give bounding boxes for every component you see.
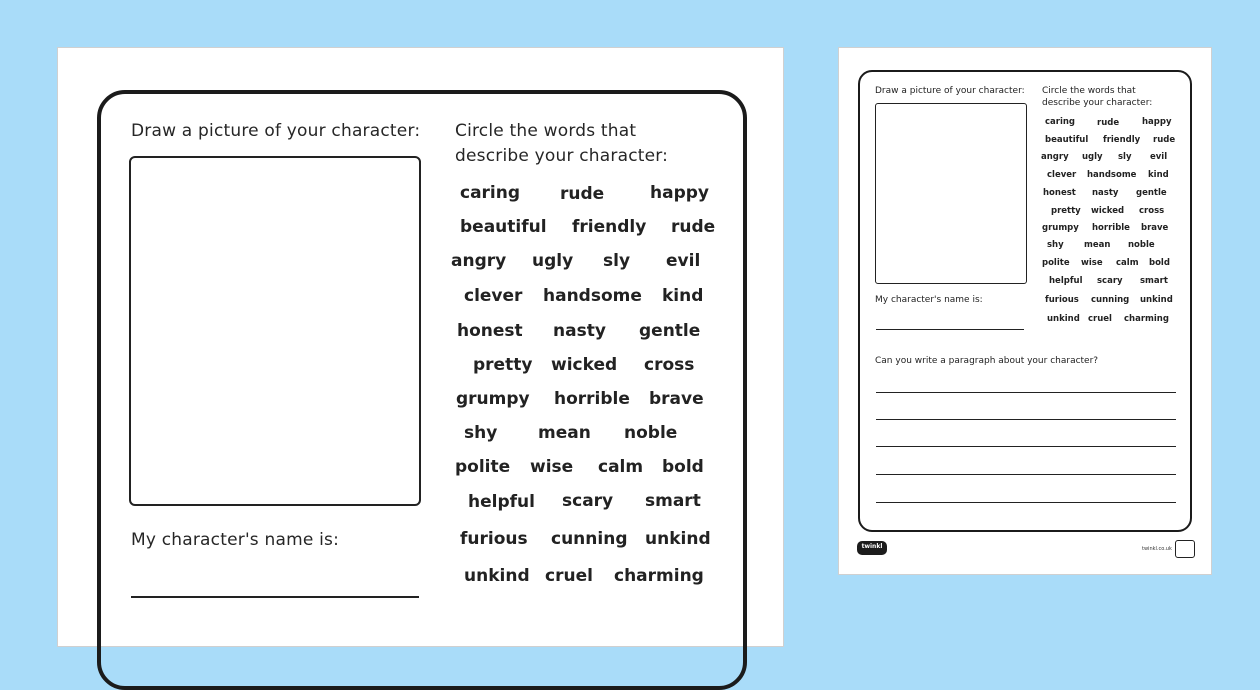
thumb-word-brave: brave <box>1141 223 1169 233</box>
word-cross[interactable]: cross <box>644 355 695 375</box>
word-unkind-2[interactable]: unkind <box>464 566 530 586</box>
thumb-writing-line <box>876 419 1176 420</box>
drawing-box[interactable] <box>129 156 421 506</box>
word-angry[interactable]: angry <box>451 251 507 271</box>
word-beautiful[interactable]: beautiful <box>460 217 547 237</box>
draw-picture-label: Draw a picture of your character: <box>131 121 421 141</box>
thumb-drawing-box <box>875 103 1027 284</box>
word-honest[interactable]: honest <box>457 321 523 341</box>
thumb-word-honest: honest <box>1043 188 1076 198</box>
thumb-word-pretty: pretty <box>1051 206 1081 216</box>
thumb-word-happy: happy <box>1142 117 1172 127</box>
word-cruel[interactable]: cruel <box>545 566 593 586</box>
thumb-word-rude-2: rude <box>1153 135 1176 145</box>
word-furious[interactable]: furious <box>460 529 528 549</box>
thumb-writing-line <box>876 446 1176 447</box>
word-polite[interactable]: polite <box>455 457 511 477</box>
thumb-word-caring: caring <box>1045 117 1076 127</box>
badge-icon <box>1175 540 1195 558</box>
thumb-word-grumpy: grumpy <box>1042 223 1079 233</box>
thumb-word-unkind: unkind <box>1140 295 1173 305</box>
thumb-word-angry: angry <box>1041 152 1069 162</box>
thumb-word-cross: cross <box>1139 206 1165 216</box>
character-name-line[interactable] <box>131 596 419 598</box>
thumb-draw-picture-label: Draw a picture of your character: <box>875 86 1025 96</box>
word-evil[interactable]: evil <box>666 251 701 271</box>
word-happy[interactable]: happy <box>650 183 709 203</box>
thumb-word-friendly: friendly <box>1103 135 1141 145</box>
thumb-word-scary: scary <box>1097 276 1123 286</box>
thumb-name-line <box>876 329 1024 330</box>
word-bold[interactable]: bold <box>662 457 704 477</box>
word-smart[interactable]: smart <box>645 491 701 511</box>
word-clever[interactable]: clever <box>464 286 523 306</box>
word-kind[interactable]: kind <box>662 286 704 306</box>
circle-words-label-line2: describe your character: <box>455 146 669 166</box>
thumb-word-helpful: helpful <box>1049 276 1083 286</box>
thumb-word-handsome: handsome <box>1087 170 1137 180</box>
character-name-label: My character's name is: <box>131 530 339 550</box>
word-scary[interactable]: scary <box>562 491 614 511</box>
circle-words-label-line1: Circle the words that <box>455 121 637 141</box>
word-charming[interactable]: charming <box>614 566 704 586</box>
thumb-word-cunning: cunning <box>1091 295 1130 305</box>
thumb-word-noble: noble <box>1128 240 1155 250</box>
word-wise[interactable]: wise <box>530 457 574 477</box>
thumb-word-horrible: horrible <box>1092 223 1130 233</box>
thumb-word-cruel: cruel <box>1088 314 1112 324</box>
thumb-word-wise: wise <box>1081 258 1103 268</box>
thumb-circle-label-line1: Circle the words that <box>1042 86 1136 96</box>
word-calm[interactable]: calm <box>598 457 644 477</box>
thumb-word-smart: smart <box>1140 276 1168 286</box>
thumb-writing-line <box>876 392 1176 393</box>
thumb-word-unkind-2: unkind <box>1047 314 1080 324</box>
twinkl-logo: twinkl <box>857 541 887 555</box>
thumb-word-furious: furious <box>1045 295 1079 305</box>
word-wicked[interactable]: wicked <box>551 355 618 375</box>
word-horrible[interactable]: horrible <box>554 389 630 409</box>
thumb-word-kind: kind <box>1148 170 1169 180</box>
thumb-word-evil: evil <box>1150 152 1168 162</box>
thumb-word-sly: sly <box>1118 152 1132 162</box>
thumb-writing-line <box>876 474 1176 475</box>
thumb-word-nasty: nasty <box>1092 188 1119 198</box>
word-rude-2[interactable]: rude <box>671 217 716 237</box>
footer-url: twinkl.co.uk <box>1142 546 1172 552</box>
word-handsome[interactable]: handsome <box>543 286 642 306</box>
word-sly[interactable]: sly <box>603 251 631 271</box>
word-pretty[interactable]: pretty <box>473 355 533 375</box>
thumb-word-polite: polite <box>1042 258 1070 268</box>
thumb-word-bold: bold <box>1149 258 1170 268</box>
word-grumpy[interactable]: grumpy <box>456 389 530 409</box>
word-nasty[interactable]: nasty <box>553 321 606 341</box>
thumb-word-charming: charming <box>1124 314 1169 324</box>
word-rude[interactable]: rude <box>560 184 605 204</box>
word-brave[interactable]: brave <box>649 389 704 409</box>
thumb-word-rude: rude <box>1097 118 1120 128</box>
word-cunning[interactable]: cunning <box>551 529 628 549</box>
word-unkind[interactable]: unkind <box>645 529 711 549</box>
thumb-writing-line <box>876 502 1176 503</box>
thumb-word-ugly: ugly <box>1082 152 1103 162</box>
thumb-word-clever: clever <box>1047 170 1077 180</box>
word-noble[interactable]: noble <box>624 423 678 443</box>
thumb-word-gentle: gentle <box>1136 188 1167 198</box>
thumb-circle-label-line2: describe your character: <box>1042 98 1153 108</box>
thumb-word-calm: calm <box>1116 258 1139 268</box>
word-shy[interactable]: shy <box>464 423 498 443</box>
word-helpful[interactable]: helpful <box>468 492 535 512</box>
thumb-character-name-label: My character's name is: <box>875 295 983 305</box>
word-friendly[interactable]: friendly <box>572 217 647 237</box>
word-ugly[interactable]: ugly <box>532 251 574 271</box>
thumb-paragraph-prompt: Can you write a paragraph about your character? <box>875 356 1099 366</box>
word-caring[interactable]: caring <box>460 183 521 203</box>
thumb-word-mean: mean <box>1084 240 1111 250</box>
thumb-word-shy: shy <box>1047 240 1064 250</box>
word-gentle[interactable]: gentle <box>639 321 701 341</box>
thumb-word-wicked: wicked <box>1091 206 1125 216</box>
thumb-word-beautiful: beautiful <box>1045 135 1089 145</box>
word-mean[interactable]: mean <box>538 423 591 443</box>
